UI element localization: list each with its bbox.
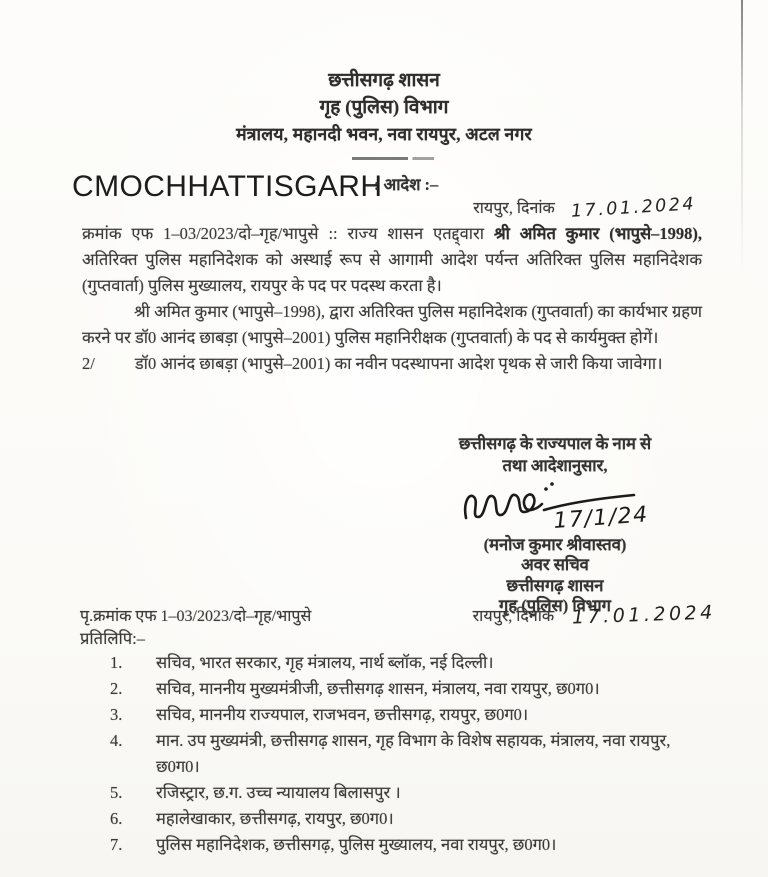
authority-line-1: छत्तीसगढ़ के राज्यपाल के नाम से — [458, 434, 652, 453]
letterhead — [0, 68, 768, 148]
para-order-3 — [82, 351, 702, 377]
copy-item — [110, 780, 700, 806]
copy-item-text: सचिव, माननीय राज्यपाल, राजभवन, छत्तीसगढ़, रायपुर, छ0ग0। — [156, 705, 529, 724]
para-3-text: डॉ0 आनंद छाबड़ा (भापुसे–2001) का नवीन पदस्थापना आदेश पृथक से जारी किया जावेगा। — [134, 354, 663, 373]
para-order-2: श्री अमित कुमार (भापुसे–1998), द्वारा अतिरिक्त पुलिस महानिदेशक (गुप्तवार्ता) का कार्यभार ग्रहण करने पर डॉ0 आनंद छाबड़ा (भापुसे–2001) पुलिस महानिरीक्षक (गुप्तवार्ता) के पद से कार्यमुक्त होगें। — [82, 302, 702, 347]
copy-item-text: रजिस्ट्रार, छ.ग. उच्च न्यायालय बिलासपुर । — [156, 783, 401, 802]
para-1-post: अतिरिक्त पुलिस महानिदेशक को अस्थाई रूप से आगामी आदेश पर्यन्त अतिरिक्त पुलिस महानिदेशक (गुप्तवार्ता) पुलिस मुख्यालय, रायपुर के पद पर पदस्थ करता है। — [82, 250, 702, 295]
copy-item-number: 7. — [110, 835, 123, 854]
para-3-number: 2/ — [82, 354, 95, 373]
para-order-1 — [82, 221, 702, 299]
copy-item-number: 2. — [110, 679, 123, 698]
copy-item-number: 6. — [110, 809, 123, 828]
dateline-handwritten-date: 17.01.2024 — [570, 194, 697, 222]
header-divider — [352, 157, 434, 160]
dept-name: गृह (पुलिस) विभाग — [319, 97, 449, 118]
copy-list-label: प्रतिलिपि:– — [80, 629, 146, 648]
copy-item — [110, 650, 700, 676]
signature-scribble — [458, 476, 678, 534]
copy-item — [110, 806, 700, 832]
endorsement-line — [80, 601, 717, 629]
signoff-block — [398, 432, 712, 617]
signatory-name: (मनोज कुमार श्रीवास्तव) — [483, 535, 627, 554]
endorsement-place-label: रायपुर, दिनांक — [472, 608, 555, 625]
copy-item — [110, 702, 700, 728]
copy-list — [110, 650, 700, 858]
copy-item-text: सचिव, भारत सरकार, गृह मंत्रालय, नार्थ ब्लॉक, नई दिल्ली। — [156, 653, 494, 672]
address-line: मंत्रालय, महानदी भवन, नवा रायपुर, अटल नगर — [236, 124, 532, 144]
endorsement-ref: पृ.क्रमांक एफ 1–03/2023/दो–गृह/भापुसे — [80, 608, 312, 625]
copy-item — [110, 832, 700, 858]
org-name: छत्तीसगढ़ शासन — [328, 70, 440, 91]
dateline-place-label: रायपुर, दिनांक — [473, 200, 555, 217]
authority-line-2: तथा आदेशानुसार, — [502, 456, 608, 475]
copy-item-number: 3. — [110, 705, 123, 724]
signatory-org: छत्तीसगढ़ शासन — [506, 575, 604, 595]
copy-item — [110, 728, 700, 780]
para-1-pre: क्रमांक एफ 1–03/2023/दो–गृह/भापुसे :: राज्य शासन एतद्द्वारा — [82, 224, 494, 243]
dateline — [473, 194, 697, 222]
watermark-text: CMOCHHATTISGARH — [72, 170, 383, 203]
copy-item — [110, 676, 700, 702]
copy-item-text: मान. उप मुख्यमंत्री, छत्तीसगढ़ शासन, गृह विभाग के विशेष सहायक, मंत्रालय, नवा रायपुर, छ0ग0। — [156, 731, 671, 776]
copy-item-text: महालेखाकार, छत्तीसगढ़, रायपुर, छ0ग0। — [156, 809, 394, 828]
order-heading: –: आदेश :– — [365, 175, 439, 194]
copy-item-text: पुलिस महानिदेशक, छत्तीसगढ़, पुलिस मुख्यालय, नवा रायपुर, छ0ग0। — [156, 835, 557, 854]
signatory-designation: अवर सचिव — [521, 555, 589, 574]
copy-item-number: 1. — [110, 653, 123, 672]
copy-item-number: 4. — [110, 731, 123, 750]
order-body — [82, 221, 702, 377]
copy-item-number: 5. — [110, 783, 123, 802]
endorsement-handwritten-date: 17.01.2024 — [571, 601, 717, 629]
para-1-officer-name: श्री अमित कुमार (भापुसे–1998), — [493, 224, 702, 243]
copy-item-text: सचिव, माननीय मुख्यमंत्रीजी, छत्तीसगढ़ शासन, मंत्रालय, नवा रायपुर, छ0ग0। — [156, 679, 600, 698]
signatory-dept: गृह (पुलिस) विभाग — [499, 596, 611, 615]
signature-area — [458, 476, 712, 534]
signature-date: 17/1/24 — [552, 502, 650, 534]
